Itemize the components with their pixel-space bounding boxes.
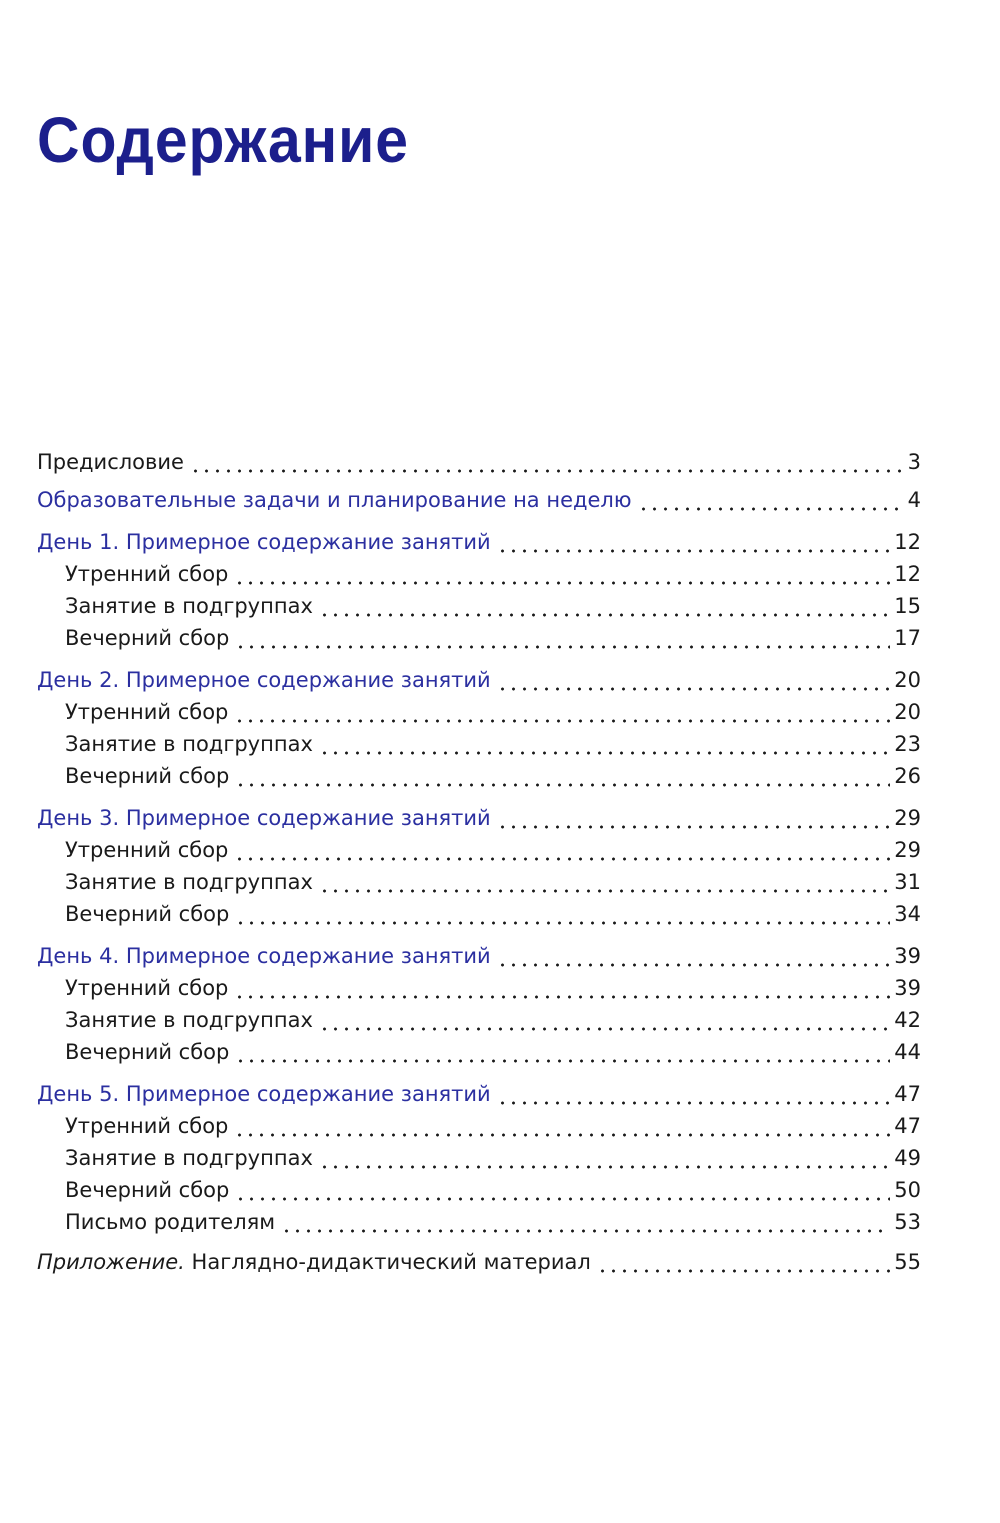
dot-leader	[495, 804, 891, 832]
dot-leader	[233, 1038, 890, 1066]
dot-leader	[317, 1144, 890, 1172]
page-number: 39	[894, 976, 921, 1000]
toc-entry-label: Утренний сбор	[65, 838, 229, 862]
page-number: 29	[894, 838, 921, 862]
toc-entry-day-5[interactable]	[37, 1076, 921, 1108]
toc-entry-day-4-morning[interactable]	[37, 970, 921, 1002]
dot-leader	[232, 560, 890, 588]
page-number: 49	[894, 1146, 921, 1170]
page-title: Содержание	[37, 104, 409, 176]
toc-entry-day-3[interactable]	[37, 800, 921, 832]
dot-leader	[495, 942, 891, 970]
toc-entry-label: День 5. Примерное содержание занятий	[37, 1082, 491, 1106]
toc-entry-label: Утренний сбор	[65, 700, 229, 724]
toc-entry-label: Вечерний сбор	[65, 764, 230, 788]
toc-entry-label: Вечерний сбор	[65, 902, 230, 926]
page-number: 20	[894, 668, 921, 692]
dot-leader	[317, 592, 890, 620]
toc-entry-day-4[interactable]	[37, 938, 921, 970]
toc-entry-label: Занятие в подгруппах	[65, 870, 313, 894]
dot-leader	[233, 624, 890, 652]
toc-entry-label: Вечерний сбор	[65, 1178, 230, 1202]
toc-entry-label: Занятие в подгруппах	[65, 594, 313, 618]
toc-entry-day-1-evening[interactable]	[37, 620, 921, 652]
dot-leader	[232, 836, 890, 864]
toc-entry-label: День 1. Примерное содержание занятий	[37, 530, 491, 554]
appendix-prefix: Приложение.	[37, 1250, 185, 1274]
dot-leader	[233, 1176, 890, 1204]
dot-leader	[495, 666, 891, 694]
page-number: 31	[894, 870, 921, 894]
appendix-title: Наглядно-дидактический материал	[191, 1250, 591, 1274]
page-number: 34	[894, 902, 921, 926]
page-number: 53	[894, 1210, 921, 1234]
dot-leader	[233, 900, 890, 928]
dot-leader	[232, 1112, 890, 1140]
dot-leader	[317, 1006, 890, 1034]
toc-entry-label: Образовательные задачи и планирование на неделю	[37, 488, 632, 512]
page-number: 3	[907, 450, 921, 474]
toc-entry-label: Утренний сбор	[65, 562, 229, 586]
toc-entry-label: Вечерний сбор	[65, 626, 230, 650]
toc-entry-day-4-subgroups[interactable]	[37, 1002, 921, 1034]
page-number: 17	[894, 626, 921, 650]
page-number: 47	[894, 1082, 921, 1106]
page-number: 50	[894, 1178, 921, 1202]
toc-entry-day-4-evening[interactable]	[37, 1034, 921, 1066]
dot-leader	[595, 1248, 891, 1276]
dot-leader	[279, 1208, 890, 1236]
page-number: 44	[894, 1040, 921, 1064]
toc-entry-label: День 2. Примерное содержание занятий	[37, 668, 491, 692]
page-number: 4	[907, 488, 921, 512]
toc-entry-label: День 4. Примерное содержание занятий	[37, 944, 491, 968]
toc-entry-tasks[interactable]	[37, 482, 921, 514]
toc-entry-label: Письмо родителям	[65, 1210, 276, 1234]
page-number: 26	[894, 764, 921, 788]
page-number: 20	[894, 700, 921, 724]
dot-leader	[232, 698, 890, 726]
toc-entry-label: Занятие в подгруппах	[65, 1146, 313, 1170]
dot-leader	[233, 762, 890, 790]
dot-leader	[495, 528, 891, 556]
toc-entry-label: Утренний сбор	[65, 976, 229, 1000]
page-number: 29	[894, 806, 921, 830]
table-of-contents	[37, 444, 921, 1276]
page-number: 39	[894, 944, 921, 968]
toc-entry-label: Занятие в подгруппах	[65, 732, 313, 756]
toc-entry-day-5-letter[interactable]	[37, 1204, 921, 1236]
dot-leader	[636, 486, 904, 514]
page-number: 23	[894, 732, 921, 756]
page-number: 12	[894, 562, 921, 586]
toc-entry-label: Вечерний сбор	[65, 1040, 230, 1064]
toc-entry-label: Предисловие	[37, 450, 184, 474]
dot-leader	[188, 448, 904, 476]
toc-entry-label: День 3. Примерное содержание занятий	[37, 806, 491, 830]
toc-entry-day-1-morning[interactable]	[37, 556, 921, 588]
page-number: 55	[894, 1250, 921, 1274]
page-number: 42	[894, 1008, 921, 1032]
toc-entry-label: Утренний сбор	[65, 1114, 229, 1138]
toc-entry-appendix[interactable]	[37, 1244, 921, 1276]
toc-entry-day-1-subgroups[interactable]	[37, 588, 921, 620]
toc-entry-day-3-evening[interactable]	[37, 896, 921, 928]
toc-entry-day-2-evening[interactable]	[37, 758, 921, 790]
dot-leader	[232, 974, 890, 1002]
toc-entry-day-5-subgroups[interactable]	[37, 1140, 921, 1172]
toc-entry-day-1[interactable]	[37, 524, 921, 556]
toc-entry-label: Занятие в подгруппах	[65, 1008, 313, 1032]
toc-entry-day-2[interactable]	[37, 662, 921, 694]
dot-leader	[317, 868, 890, 896]
dot-leader	[317, 730, 890, 758]
toc-entry-day-3-subgroups[interactable]	[37, 864, 921, 896]
page-number: 47	[894, 1114, 921, 1138]
toc-entry-day-3-morning[interactable]	[37, 832, 921, 864]
dot-leader	[495, 1080, 891, 1108]
toc-entry-day-5-morning[interactable]	[37, 1108, 921, 1140]
toc-entry-label	[37, 1248, 591, 1276]
toc-entry-preface[interactable]	[37, 444, 921, 476]
page-number: 15	[894, 594, 921, 618]
toc-entry-day-2-subgroups[interactable]	[37, 726, 921, 758]
toc-entry-day-5-evening[interactable]	[37, 1172, 921, 1204]
toc-entry-day-2-morning[interactable]	[37, 694, 921, 726]
page-number: 12	[894, 530, 921, 554]
